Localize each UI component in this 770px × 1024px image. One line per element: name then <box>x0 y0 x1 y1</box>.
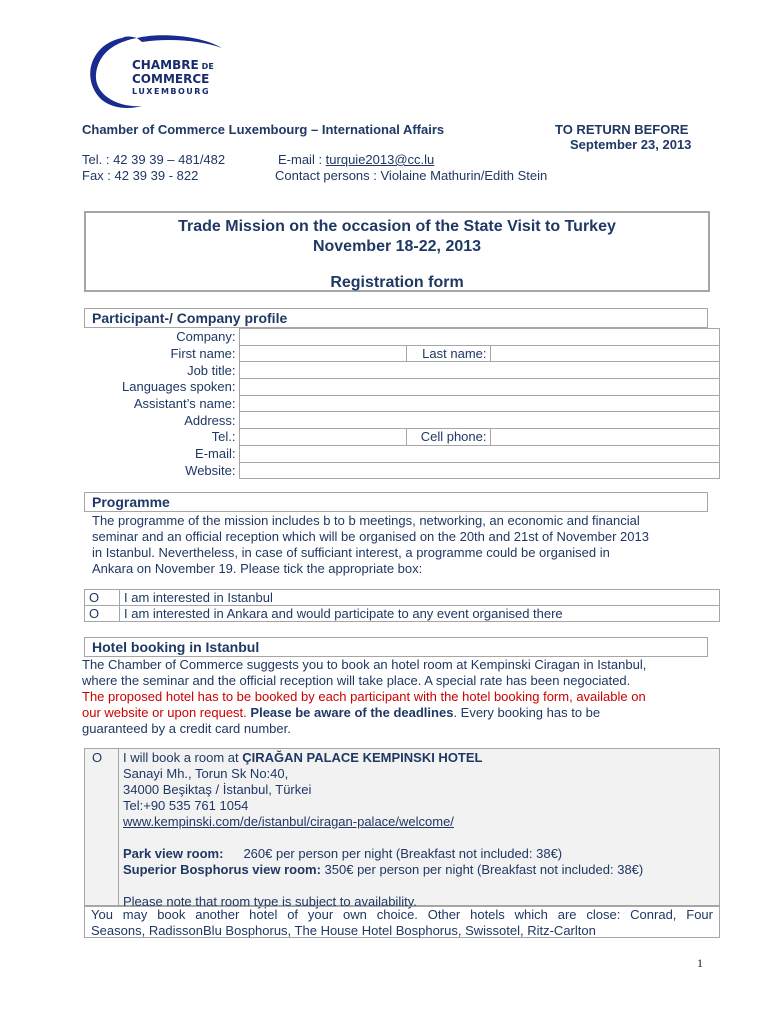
hotel-name: ÇIRAĞAN PALACE KEMPINSKI HOTEL <box>242 750 483 765</box>
programme-text <box>92 513 649 577</box>
contacts: Contact persons : Violaine Mathurin/Edith Stein <box>275 168 548 183</box>
hotel-book-line <box>123 750 643 766</box>
other-hotels-box <box>84 906 720 938</box>
hotel-p5: guaranteed by a credit card number. <box>82 721 291 736</box>
room-note: Please note that room type is subject to availability. <box>123 894 417 909</box>
profile-table <box>84 328 720 479</box>
hotel-p2: where the seminar and the official reception will take place. A special rate has been negociated. <box>82 673 631 688</box>
programme-text-2: seminar and an official reception which will be organised on the 20th and 21st of November 2013 <box>92 529 649 544</box>
logo <box>82 30 242 110</box>
hotel-url-link[interactable]: www.kempinski.com/de/istanbul/ciragan-palace/welcome/ <box>123 814 454 829</box>
tel-field[interactable] <box>239 429 406 446</box>
park-view-line <box>123 846 643 862</box>
languages-field[interactable] <box>239 379 720 396</box>
return-date: September 23, 2013 <box>570 137 692 152</box>
fax: Fax : 42 39 39 - 822 <box>82 168 199 183</box>
email-label: E-mail : <box>278 152 326 167</box>
email-field[interactable] <box>239 445 720 462</box>
hotel-p3: The proposed hotel has to be booked by each participant with the hotel booking form, available on <box>82 689 646 704</box>
hotel-heading: Hotel booking in Istanbul <box>84 637 708 657</box>
park-view-rate: 260€ per person per night (Breakfast not included: 38€) <box>243 846 563 861</box>
logo-line1-small: DE <box>201 62 214 71</box>
assistant-field[interactable] <box>239 395 720 412</box>
title-line3: Registration form <box>330 274 464 291</box>
hotel-p4 <box>82 705 702 721</box>
hotel-p4-rest: . Every booking has to be <box>453 705 601 720</box>
other-hotels-1: You may book another hotel of your own choice. Other hotels which are close: Conrad, Four <box>91 907 713 922</box>
ankara-checkbox[interactable]: O <box>85 606 120 622</box>
istanbul-checkbox[interactable]: O <box>85 590 120 606</box>
programme-text-4: Ankara on November 19. Please tick the appropriate box: <box>92 561 423 576</box>
logo-line1: CHAMBRE <box>132 58 199 72</box>
programme-options <box>84 589 720 622</box>
logo-line3: LUXEMBOURG <box>132 87 211 96</box>
job-title-field[interactable] <box>239 362 720 379</box>
assistant-label: Assistant’s name: <box>84 395 239 412</box>
programme-text-3: in Istanbul. Nevertheless, in case of sufficiant interest, a programme could be organised in <box>92 545 610 560</box>
title-box <box>84 211 710 292</box>
address-label: Address: <box>84 412 239 429</box>
org-name: Chamber of Commerce Luxembourg – International Affairs <box>82 122 445 137</box>
first-name-field[interactable] <box>239 345 406 362</box>
cell-label: Cell phone: <box>406 429 490 446</box>
hotel-details <box>123 750 643 910</box>
email-link[interactable]: turquie2013@cc.lu <box>325 152 435 167</box>
hotel-book-prefix: I will book a room at <box>123 750 243 765</box>
tel-label: Tel.: <box>84 429 239 446</box>
other-hotels-2: Seasons, RadissonBlu Bosphorus, The House Hotel Bosphorus, Swissotel, Ritz-Carlton <box>91 923 596 938</box>
park-view-label: Park view room: <box>123 846 224 861</box>
return-label: TO RETURN BEFORE <box>555 122 689 137</box>
address-field[interactable] <box>239 412 720 429</box>
programme-heading: Programme <box>84 492 708 512</box>
website-label: Website: <box>84 462 239 479</box>
hotel-intro <box>82 657 702 737</box>
title-line2: November 18-22, 2013 <box>312 238 482 255</box>
last-name-label: Last name: <box>406 345 490 362</box>
first-name-label: First name: <box>84 345 239 362</box>
hotel-p1: The Chamber of Commerce suggests you to book an hotel room at Kempinski Ciragan in Istanbul, <box>82 657 647 672</box>
company-label: Company: <box>84 329 239 346</box>
hotel-addr2: 34000 Beşiktaş / İstanbul, Türkei <box>123 782 312 797</box>
profile-heading: Participant-/ Company profile <box>84 308 708 328</box>
logo-line2: COMMERCE <box>132 72 210 86</box>
last-name-field[interactable] <box>490 345 720 362</box>
title-line1: Trade Mission on the occasion of the State Visit to Turkey <box>178 218 616 235</box>
page-number: 1 <box>697 956 703 970</box>
email-label-field: E-mail: <box>84 445 239 462</box>
email-line <box>278 152 434 167</box>
company-field[interactable] <box>239 329 720 346</box>
istanbul-option-label: I am interested in Istanbul <box>120 590 720 606</box>
bosphorus-label: Superior Bosphorus view room: <box>123 862 321 877</box>
job-title-label: Job title: <box>84 362 239 379</box>
languages-label: Languages spoken: <box>84 379 239 396</box>
bosphorus-line <box>123 862 643 878</box>
ankara-option-label: I am interested in Ankara and would participate to any event organised there <box>120 606 720 622</box>
hotel-checkbox[interactable]: O <box>84 748 119 906</box>
hotel-p4-bold: Please be aware of the deadlines <box>250 705 454 720</box>
hotel-tel: Tel:+90 535 761 1054 <box>123 798 249 813</box>
cell-field[interactable] <box>490 429 720 446</box>
hotel-addr1: Sanayi Mh., Torun Sk No:40, <box>123 766 289 781</box>
programme-text-1: The programme of the mission includes b to b meetings, networking, an economic and financial <box>92 513 640 528</box>
bosphorus-rate: 350€ per person per night (Breakfast not included: 38€) <box>320 862 644 877</box>
tel: Tel. : 42 39 39 – 481/482 <box>82 152 226 167</box>
hotel-p4-red: our website or upon request. <box>82 705 247 720</box>
website-field[interactable] <box>239 462 720 479</box>
